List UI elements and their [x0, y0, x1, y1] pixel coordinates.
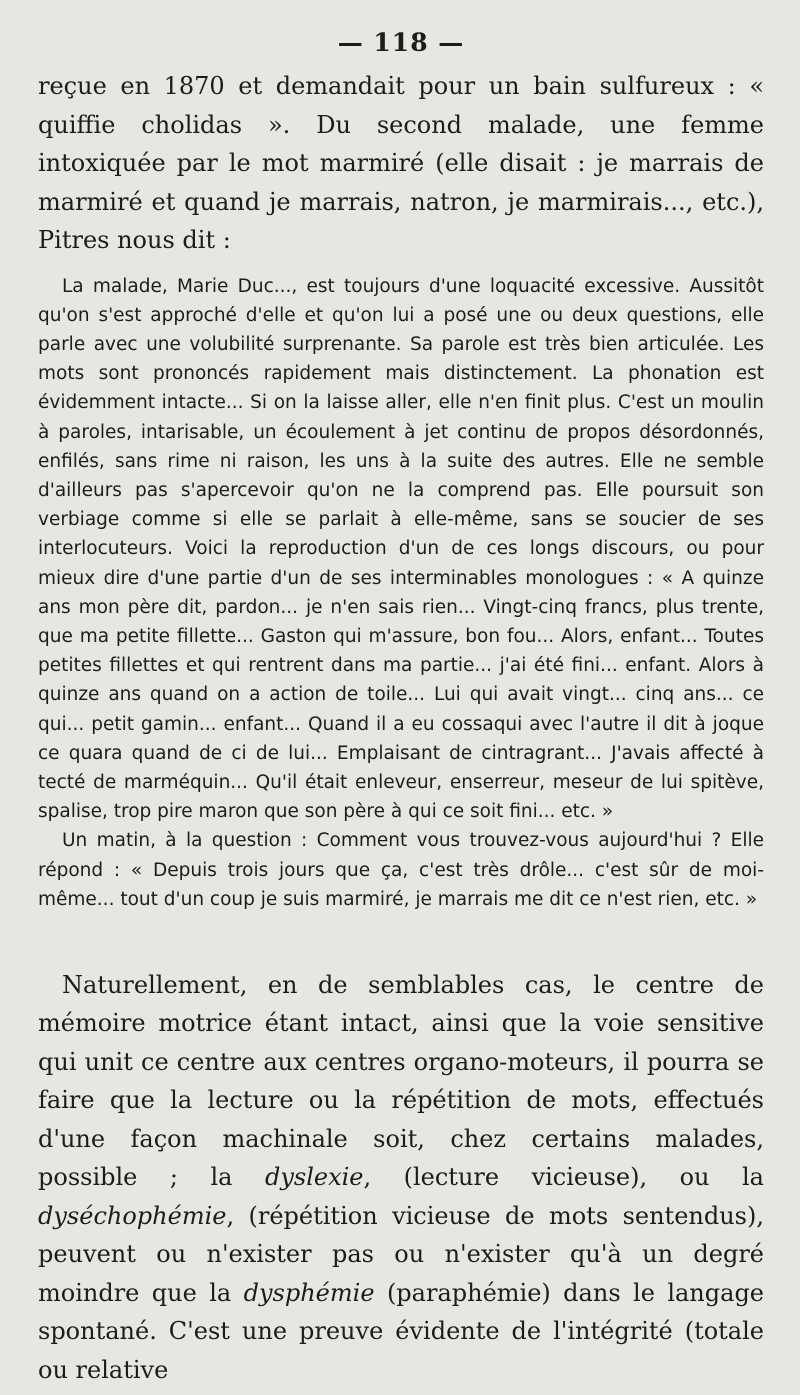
term-dyslexie: dyslexie: [264, 1163, 364, 1192]
page-number: — 118 —: [337, 28, 465, 57]
closing-text-1: Naturellement, en de semblables cas, le centre de mémoire motrice étant intact, ainsi que la voie sensitive qui unit ce centre aux centres organo-moteurs, il pourra se faire que la lecture ou la répétition de mots, effectués d'une façon machinale soit, chez certains malades, possible ; la: [38, 970, 764, 1192]
closing-paragraph: [38, 966, 764, 1390]
closing-text-2: , (lecture vicieuse), ou la: [363, 1163, 764, 1192]
quote-paragraph-1: La malade, Marie Duc..., est toujours d'une loquacité excessive. Aussitôt qu'on s'est approché d'elle et qu'on lui a posé une ou deux questions, elle parle avec une volubilité surprenante. Sa parole est très bien articulée. Les mots sont prononcés rapidement mais distinctement. La phonation est évidemment intacte... Si on la laisse aller, elle n'en finit plus. C'est un moulin à paroles, intarisable, un écoulement à jet continu de propos désordonnés, enfilés, sans rime ni raison, les uns à la suite des autres. Elle ne semble d'ailleurs pas s'apercevoir qu'on ne la comprend pas. Elle poursuit son verbiage comme si elle se parlait à elle-même, sans se soucier de ses interlocuteurs. Voici la reproduction d'un de ces longs discours, ou pour mieux dire d'une partie d'un de ses interminables monologues : « A quinze ans mon père dit, pardon... je n'en sais rien... Vingt-cinq francs, plus trente, que ma petite fillette... Gaston qui m'assure, bon fou... Alors, enfant... Toutes petites fillettes et qui rentrent dans ma partie... j'ai été fini... enfant. Alors à quinze ans quand on a action de toile... Lui qui avait vingt... cinq ans... ce qui... petit gamin... enfant... Quand il a eu cossaqui avec l'autre il dit à joque ce quara quand de ci de lui... Emplaisant de cintragrant... J'avais affecté à tecté de marméquin... Qu'il était enleveur, enserreur, meseur de lui spitève, spalise, trop pire maron que son père à qui ce soit fini... etc. »: [38, 275, 764, 823]
closing-text-4: (paraphémie) dans le langage spontané. C'est une preuve évidente de l'intégrité (totale ou relative: [38, 1278, 765, 1384]
closing-text-3: , (répétition vicieuse de mots sentendus), peuvent ou n'exister pas ou n'exister qu'à un degré moindre que la: [38, 1201, 764, 1307]
term-dysechophemie: dyséchophémie: [38, 1201, 227, 1230]
pitres-quotation: [38, 272, 764, 914]
term-dysphemie: dysphémie: [243, 1278, 375, 1307]
quote-paragraph-2: Un matin, à la question : Comment vous trouvez-vous aujourd'hui ? Elle répond : « Depuis trois jours que ça, c'est très drôle... c'est sûr de moi-même... tout d'un coup je suis marmiré, je marrais me dit ce n'est rien, etc. »: [38, 830, 764, 910]
intro-paragraph: reçue en 1870 et demandait pour un bain sulfureux : « quiffie cholidas ». Du second malade, une femme intoxiquée par le mot marmiré (elle disait : je marrais de marmiré et quand je marrais, natron, je marmirais..., etc.), Pitres nous dit :: [38, 72, 764, 254]
